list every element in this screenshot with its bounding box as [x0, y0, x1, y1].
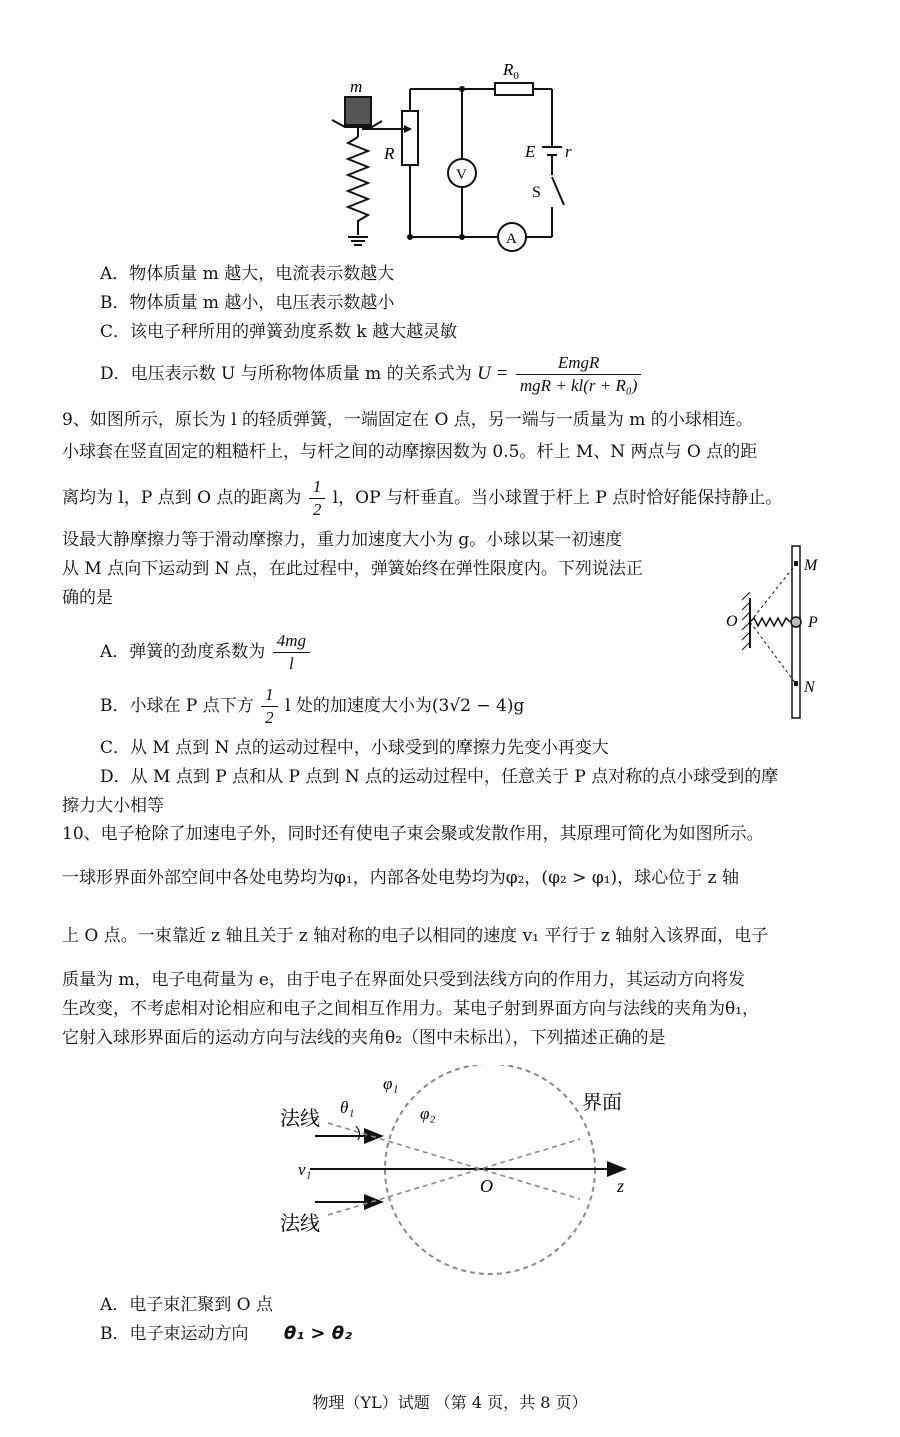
normal-label-bottom: 法线 [280, 1213, 320, 1235]
theta1-label: θ₁ [340, 1098, 355, 1117]
fig-label-o: O [726, 613, 738, 630]
phi2-label: φ₂ [420, 1104, 436, 1123]
ammeter-label: A [506, 231, 517, 247]
mass-label: m [350, 77, 363, 96]
q10-option-b-expr: θ₁ > θ₂ [283, 1323, 353, 1344]
q9-b-numerator: 1 [261, 684, 278, 707]
fig-label-p: P [808, 614, 818, 631]
q9-line-6: 确的是 [62, 588, 113, 608]
q9-option-b-text: B．小球在 P 点下方 [100, 696, 254, 716]
q9-line-3-a: 离均为 l，P 点到 O 点的距离为 [62, 488, 302, 508]
circuit-diagram [320, 55, 580, 255]
q9-option-b [100, 684, 524, 729]
q8-option-d-text: D．电压表示数 U 与所称物体质量 m 的关系式为 [100, 364, 472, 384]
fig-label-m: M [804, 557, 818, 574]
rheostat-label: R [384, 144, 395, 163]
center-o-label: O [480, 1176, 493, 1196]
q9-b-denominator: 2 [265, 708, 274, 727]
q9-b-fraction [261, 684, 278, 729]
q9-line-4: 设最大静摩擦力等于滑动摩擦力，重力加速度大小为 g。小球以某一初速度 [62, 530, 623, 550]
q10-line-2: 一球形界面外部空间中各处电势均为φ₁，内部各处电势均为φ₂，(φ₂ > φ₁)，球心位于 z 轴 [62, 868, 739, 888]
voltmeter-label: V [456, 167, 467, 183]
q8-formula-denominator: mgR + kl(r + R₀) [519, 376, 638, 395]
q9-option-a [100, 630, 312, 675]
q9-option-c: C．从 M 点到 N 点的运动过程中，小球受到的摩擦力先变小再变大 [100, 738, 609, 758]
q10-line-3: 上 O 点。一束靠近 z 轴且关于 z 轴对称的电子以相同的速度 v₁ 平行于 z 轴射入该界面，电子 [62, 926, 769, 946]
interface-label: 界面 [582, 1092, 622, 1114]
q9-option-d-line-2: 擦力大小相等 [62, 796, 164, 816]
q9-option-a-text: A．弹簧的劲度系数为 [100, 642, 266, 662]
spring-rod-diagram [722, 540, 832, 725]
q8-option-b: B．物体质量 m 越小，电压表示数越小 [100, 293, 395, 313]
switch-label: S [532, 184, 541, 201]
q8-formula-fraction [516, 352, 642, 397]
q9-line-1: 9、如图所示，原长为 l 的轻质弹簧，一端固定在 O 点，另一端与一质量为 m 的小球相连。 [62, 410, 753, 430]
q9-option-d-line-1: D．从 M 点到 P 点和从 P 点到 N 点的运动过程中，任意关于 P 点对称的点小球受到的摩 [100, 767, 779, 787]
emf-label: E [525, 142, 536, 161]
q9-option-b-post: l 处的加速度大小为(3√2 − 4)g [285, 696, 525, 716]
q10-option-a: A．电子束汇聚到 O 点 [100, 1295, 274, 1315]
q9-line-3-b: l，OP 与杆垂直。当小球置于杆上 P 点时恰好能保持静止。 [332, 488, 783, 508]
q9-line-2: 小球套在竖直固定的粗糙杆上，与杆之间的动摩擦因数为 0.5。杆上 M、N 两点与 O 点的距 [62, 442, 758, 462]
q8-option-c: C．该电子秤所用的弹簧劲度系数 k 越大越灵敏 [100, 322, 458, 342]
page-footer: 物理（YL）试题 （第 4 页，共 8 页） [312, 1393, 588, 1412]
v1-label: v₁ [298, 1160, 312, 1179]
q9-half-denominator: 2 [312, 500, 322, 519]
q10-line-1: 10、电子枪除了加速电子外，同时还有使电子束会聚或发散作用，其原理可简化为如图所示。 [62, 824, 764, 844]
q9-k-denominator: l [288, 654, 294, 673]
q10-line-6: 它射入球形界面后的运动方向与法线的夹角θ₂（图中未标出），下列描述正确的是 [62, 1028, 666, 1048]
q9-line-5: 从 M 点向下运动到 N 点，在此过程中，弹簧始终在弹性限度内。下列说法正 [62, 559, 643, 579]
q9-k-numerator: 4mg [273, 630, 310, 653]
fig-label-n: N [804, 679, 815, 696]
q8-option-a: A．物体质量 m 越大，电流表示数越大 [100, 264, 395, 284]
q10-line-4: 质量为 m，电子电荷量为 e，由于电子在界面处只受到法线方向的作用力，其运动方向将发 [62, 970, 745, 990]
electron-lens-diagram [270, 1065, 650, 1280]
q10-option-b-text: B．电子束运动方向 [100, 1324, 249, 1344]
phi1-label: φ₁ [383, 1074, 399, 1093]
q9-half-numerator: 1 [309, 476, 326, 499]
q10-line-5: 生改变，不考虑相对论相应和电子之间相互作用力。某电子射到界面方向与法线的夹角为θ₁， [62, 999, 760, 1019]
q8-option-d [100, 352, 643, 397]
normal-label-top: 法线 [280, 1108, 320, 1130]
q9-half-fraction [309, 476, 326, 521]
internal-r-label: r [565, 142, 572, 161]
r0-label: $R_0$ [503, 60, 519, 82]
q8-formula-numerator: EmgR [516, 352, 642, 375]
q9-k-fraction [273, 630, 310, 675]
q9-line-3 [62, 476, 782, 521]
q10-option-b [100, 1322, 352, 1346]
z-axis-label: z [617, 1176, 625, 1196]
q8-formula-lhs: U = [477, 363, 509, 384]
